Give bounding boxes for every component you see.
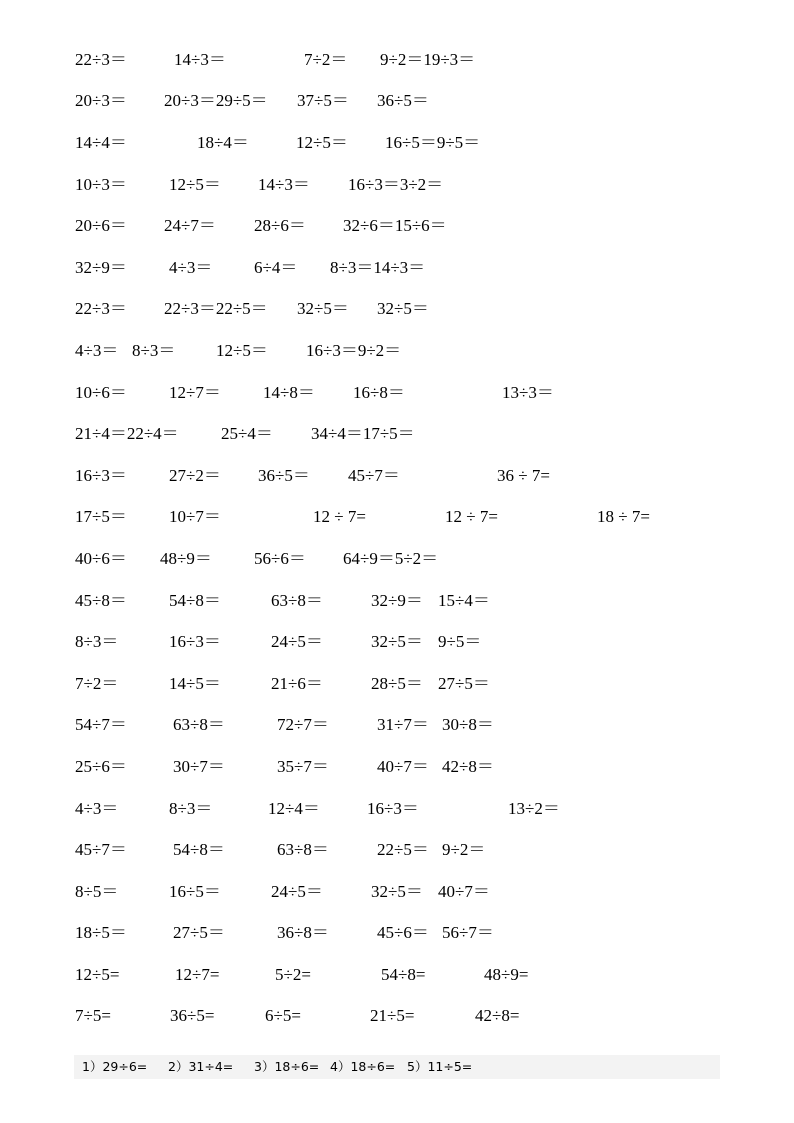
division-problem: 24÷5＝	[271, 632, 323, 651]
problem-row	[0, 797, 794, 821]
division-problem: 45÷7＝	[75, 840, 127, 859]
division-problem: 12÷5＝	[296, 133, 348, 152]
problem-row	[0, 339, 794, 363]
division-problem: 9÷5＝	[438, 632, 482, 651]
division-problem: 14÷4＝	[75, 133, 127, 152]
problem-row	[0, 256, 794, 280]
division-problem: 9÷2＝	[442, 840, 486, 859]
division-problem: 13÷3＝	[502, 383, 554, 402]
division-problem: 12÷5＝	[169, 175, 221, 194]
division-problem: 28÷6＝	[254, 216, 306, 235]
division-problem: 54÷8＝	[169, 591, 221, 610]
division-problem: 4÷3＝	[169, 258, 213, 277]
problem-row	[0, 464, 794, 488]
division-problem: 42÷8＝	[442, 757, 494, 776]
division-problem: 17÷5＝	[75, 507, 127, 526]
problem-row	[0, 214, 794, 238]
division-problem: 32÷9＝	[371, 591, 423, 610]
division-problem: 45÷6＝	[377, 923, 429, 942]
footer-problem: 2）31÷4=	[168, 1059, 234, 1074]
division-problem: 37÷5＝	[297, 91, 349, 110]
division-problem: 36÷5=	[170, 1006, 215, 1025]
problem-row	[0, 1004, 794, 1028]
division-problem: 56÷6＝	[254, 549, 306, 568]
division-problem: 18 ÷ 7=	[597, 507, 650, 526]
division-problem: 12 ÷ 7=	[445, 507, 498, 526]
problem-row	[0, 131, 794, 155]
division-problem: 21÷6＝	[271, 674, 323, 693]
division-problem: 4÷3＝	[75, 341, 119, 360]
problem-row	[0, 589, 794, 613]
division-problem: 20÷6＝	[75, 216, 127, 235]
division-problem: 36÷5＝	[258, 466, 310, 485]
problem-row	[0, 505, 794, 529]
division-problem: 34÷4＝17÷5＝	[311, 424, 415, 443]
division-problem: 15÷4＝	[438, 591, 490, 610]
problem-row	[0, 422, 794, 446]
problem-row	[0, 880, 794, 904]
division-problem: 24÷7＝	[164, 216, 216, 235]
problem-row	[0, 672, 794, 696]
division-problem: 12÷7＝	[169, 383, 221, 402]
division-problem: 21÷4＝22÷4＝	[75, 424, 179, 443]
division-problem: 25÷6＝	[75, 757, 127, 776]
division-problem: 16÷5＝9÷5＝	[385, 133, 481, 152]
division-problem: 28÷5＝	[371, 674, 423, 693]
division-problem: 7÷2＝	[304, 50, 348, 69]
division-problem: 8÷3＝	[132, 341, 176, 360]
division-problem: 32÷6＝15÷6＝	[343, 216, 447, 235]
division-problem: 14÷3＝	[258, 175, 310, 194]
problem-row	[0, 630, 794, 654]
division-problem: 7÷5=	[75, 1006, 111, 1025]
division-problem: 56÷7＝	[442, 923, 494, 942]
division-problem: 8÷3＝14÷3＝	[330, 258, 426, 277]
problem-row	[0, 755, 794, 779]
division-problem: 36÷5＝	[377, 91, 429, 110]
division-problem: 16÷5＝	[169, 882, 221, 901]
problem-row	[0, 713, 794, 737]
division-problem: 8÷3＝	[169, 799, 213, 818]
footer-problem: 4）18÷6=	[330, 1059, 396, 1074]
division-problem: 12÷4＝	[268, 799, 320, 818]
division-problem: 5÷2=	[275, 965, 311, 984]
division-problem: 22÷3＝	[75, 299, 127, 318]
division-problem: 16÷3＝	[75, 466, 127, 485]
problem-row	[0, 297, 794, 321]
division-problem: 30÷7＝	[173, 757, 225, 776]
division-problem: 8÷5＝	[75, 882, 119, 901]
division-problem: 16÷3＝3÷2＝	[348, 175, 444, 194]
division-problem: 12÷7=	[175, 965, 220, 984]
division-problem: 12 ÷ 7=	[313, 507, 366, 526]
division-problem: 10÷6＝	[75, 383, 127, 402]
division-problem: 6÷4＝	[254, 258, 298, 277]
problem-row	[0, 48, 794, 72]
division-problem: 20÷3＝	[75, 91, 127, 110]
division-problem: 16÷3＝9÷2＝	[306, 341, 402, 360]
division-problem: 20÷3＝29÷5＝	[164, 91, 268, 110]
division-problem: 18÷5＝	[75, 923, 127, 942]
division-problem: 32÷5＝	[371, 882, 423, 901]
division-problem: 42÷8=	[475, 1006, 520, 1025]
division-problem: 40÷7＝	[377, 757, 429, 776]
division-problem: 22÷3＝22÷5＝	[164, 299, 268, 318]
division-problem: 13÷2＝	[508, 799, 560, 818]
division-problem: 32÷5＝	[297, 299, 349, 318]
division-problem: 7÷2＝	[75, 674, 119, 693]
division-problem: 9÷2＝19÷3＝	[380, 50, 476, 69]
division-problem: 8÷3＝	[75, 632, 119, 651]
division-problem: 21÷5=	[370, 1006, 415, 1025]
division-problem: 54÷8=	[381, 965, 426, 984]
division-problem: 31÷7＝	[377, 715, 429, 734]
division-problem: 6÷5=	[265, 1006, 301, 1025]
division-problem: 40÷7＝	[438, 882, 490, 901]
problem-row	[0, 838, 794, 862]
division-problem: 12÷5=	[75, 965, 120, 984]
division-problem: 45÷8＝	[75, 591, 127, 610]
division-problem: 10÷7＝	[169, 507, 221, 526]
problem-row	[0, 173, 794, 197]
footer-problem-strip	[74, 1055, 720, 1079]
problem-row	[0, 89, 794, 113]
division-problem: 10÷3＝	[75, 175, 127, 194]
division-problem: 45÷7＝	[348, 466, 400, 485]
footer-problem: 1）29÷6=	[82, 1059, 148, 1074]
division-problem: 27÷2＝	[169, 466, 221, 485]
division-problem: 64÷9＝5÷2＝	[343, 549, 439, 568]
division-problem: 25÷4＝	[221, 424, 273, 443]
division-problem: 16÷3＝	[367, 799, 419, 818]
division-problem: 35÷7＝	[277, 757, 329, 776]
division-problem: 40÷6＝	[75, 549, 127, 568]
division-problem: 36 ÷ 7=	[497, 466, 550, 485]
division-problem: 12÷5＝	[216, 341, 268, 360]
division-problem: 63÷8＝	[271, 591, 323, 610]
division-problem: 27÷5＝	[173, 923, 225, 942]
division-problem: 54÷8＝	[173, 840, 225, 859]
division-problem: 32÷5＝	[377, 299, 429, 318]
footer-problem: 3）18÷6=	[254, 1059, 320, 1074]
division-problem: 72÷7＝	[277, 715, 329, 734]
problem-row	[0, 381, 794, 405]
division-problem: 16÷3＝	[169, 632, 221, 651]
division-problem: 48÷9＝	[160, 549, 212, 568]
division-problem: 36÷8＝	[277, 923, 329, 942]
division-problem: 32÷5＝	[371, 632, 423, 651]
division-problem: 54÷7＝	[75, 715, 127, 734]
division-problem: 16÷8＝	[353, 383, 405, 402]
division-problem: 18÷4＝	[197, 133, 249, 152]
division-problem: 63÷8＝	[173, 715, 225, 734]
division-problem: 48÷9=	[484, 965, 529, 984]
division-problem: 22÷5＝	[377, 840, 429, 859]
division-problem: 24÷5＝	[271, 882, 323, 901]
division-problem: 22÷3＝	[75, 50, 127, 69]
division-problem: 30÷8＝	[442, 715, 494, 734]
footer-problem: 5）11÷5=	[407, 1059, 473, 1074]
division-problem: 14÷8＝	[263, 383, 315, 402]
problem-row	[0, 921, 794, 945]
division-problem: 4÷3＝	[75, 799, 119, 818]
division-problem: 27÷5＝	[438, 674, 490, 693]
division-problem: 14÷5＝	[169, 674, 221, 693]
division-problem: 14÷3＝	[174, 50, 226, 69]
problem-row	[0, 547, 794, 571]
problem-row	[0, 963, 794, 987]
division-problem: 32÷9＝	[75, 258, 127, 277]
division-problem: 63÷8＝	[277, 840, 329, 859]
